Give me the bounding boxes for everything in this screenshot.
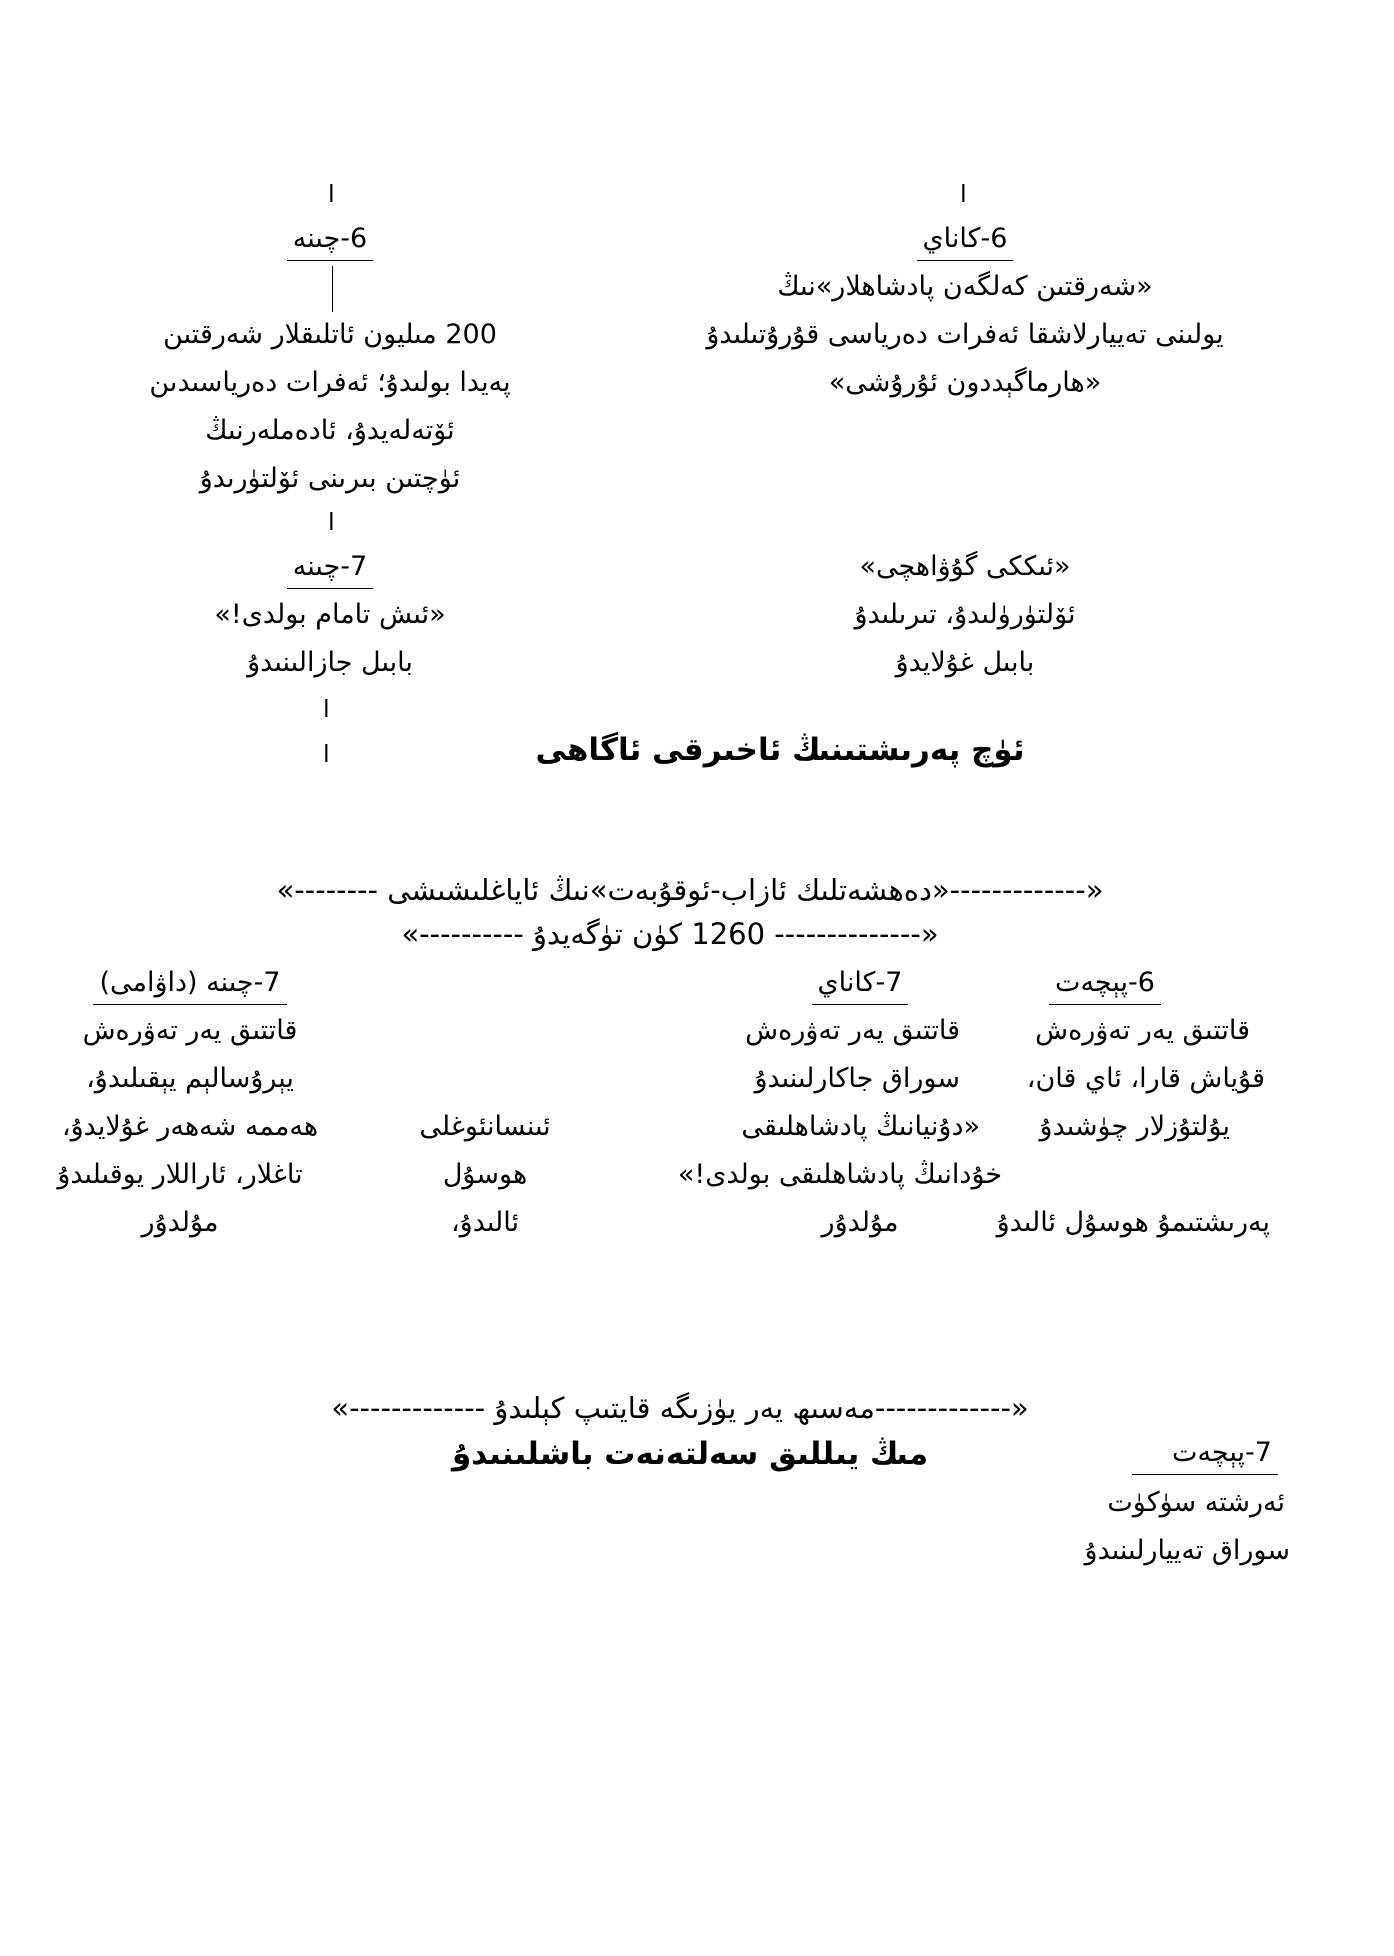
pechet6-line-3: يۇلتۇزلار چۈشىدۇ [1039,1111,1230,1142]
heading-7-chine [240,550,420,589]
insan-line-2: ھوسۇل [442,1159,528,1190]
great-tribulation-banner: «-------------«دەھشەتلىك ئازاب-ئوقۇبەت»نىڭ ئاياغلىشىشى --------» [276,873,1104,907]
chine6-line-2: پەيدا بولىدۇ؛ ئەفرات دەرياسىدىن [149,367,511,398]
heading-7-pechet [1120,1436,1290,1475]
chine6-line-1: 200 مىليون ئاتلىقلار شەرقتىن [163,319,497,350]
heading-7-kanay [770,966,950,1005]
connector-line [332,266,333,312]
heading-6-kanay [820,222,1110,261]
kanay6-line-2: يولىنى تەييارلاشقا ئەفرات دەرياسى قۇرۇتىلىدۇ [706,319,1224,350]
tick-mark-left-low2: ا [323,740,330,768]
second-coming-banner: «-------------مەسىھ يەر يۈزىگە قايتىپ كېلىدۇ -------------» [331,1391,1029,1425]
kanay6-line-1: «شەرقتىن كەلگەن پادشاھلار»نىڭ [777,271,1153,302]
chine7cont-line-4: تاغلار، ئاراللار يوقىلىدۇ [57,1159,303,1190]
millennium-line: مىڭ يىللىق سەلتەنەت باشلىنىدۇ [451,1436,929,1472]
witnesses-line-3: بابىل غۇلايدۇ [895,647,1035,678]
chine7cont-line-2: يېرۇسالېم يېقىلىدۇ، [86,1063,294,1094]
chine6-line-4: ئۈچتىن بىرىنى ئۆلتۈرىدۇ [199,463,461,494]
pechet6-line-1: قاتتىق يەر تەۋرەش [1035,1015,1250,1046]
tick-mark-top-right: ا [960,180,967,208]
chine7-line-1: «ئىش تامام بولدى!» [214,599,446,630]
tick-mark-left-mid: ا [328,508,335,536]
witnesses-line-2: ئۆلتۈرۈلىدۇ، تىرىلىدۇ [854,599,1076,630]
heading-6-chine-text: 6-چىنە [287,222,373,261]
days-1260-banner: «-------------- 1260 كۈن تۈگەيدۇ ----------» [401,917,939,951]
heading-6-pechet [1010,966,1200,1005]
heading-6-pechet-text: 6-پېچەت [1049,966,1161,1005]
chine7cont-line-5: مۇلدۇر [141,1207,219,1238]
chine7-line-2: بابىل جازالىنىدۇ [247,647,413,678]
heading-6-kanay-text: 6-كاناي [917,222,1014,261]
kanay7-line-3: «دۇنيانىڭ پادشاھلىقى [741,1111,980,1142]
chine7cont-line-1: قاتتىق يەر تەۋرەش [82,1015,298,1046]
chine7cont-line-3: ھەممە شەھەر غۇلايدۇ، [61,1111,319,1142]
heading-6-chine [240,222,420,261]
heading-7-chine-cont-text: 7-چىنە (داۋامى) [93,966,286,1005]
kanay7-span-line: خۇدانىڭ پادشاھلىقى بولدى!» [677,1159,1003,1190]
witnesses-line-1: «ئىككى گۇۋاھچى» [859,551,1071,582]
insan-line-3: ئالىدۇ، [450,1207,520,1238]
pechet7-line-1: ئەرشتە سۈكۈت [1107,1487,1285,1518]
kanay6-line-3: «ھارماگېددون ئۇرۇشى» [828,367,1102,398]
three-angels-title: ئۈچ پەرىشتىنىڭ ئاخىرقى ئاگاھى [535,732,1025,768]
rapture-line-mid: مۇلدۇر [821,1207,899,1238]
tick-mark-top-left: ا [328,180,335,208]
kanay7-line-2: سوراق جاكارلىنىدۇ [754,1063,960,1094]
kanay7-line-1: قاتتىق يەر تەۋرەش [745,1015,960,1046]
tick-mark-left-low1: ا [323,695,330,723]
heading-7-kanay-text: 7-كاناي [812,966,909,1005]
heading-7-pechet-text: 7-پېچەت [1132,1436,1278,1475]
insan-line-1: ئىنسانئوغلى [419,1111,551,1142]
pechet6-line-2: قۇياش قارا، ئاي قان، [1026,1063,1265,1094]
heading-7-chine-cont [70,966,310,1005]
chine6-line-3: ئۆتەلەيدۇ، ئادەملەرنىڭ [205,415,455,446]
rapture-line-right: پەرىشتىمۇ ھوسۇل ئالىدۇ [996,1207,1270,1238]
heading-7-chine-text: 7-چىنە [287,550,373,589]
pechet7-line-2: سوراق تەييارلىنىدۇ [1084,1535,1290,1566]
